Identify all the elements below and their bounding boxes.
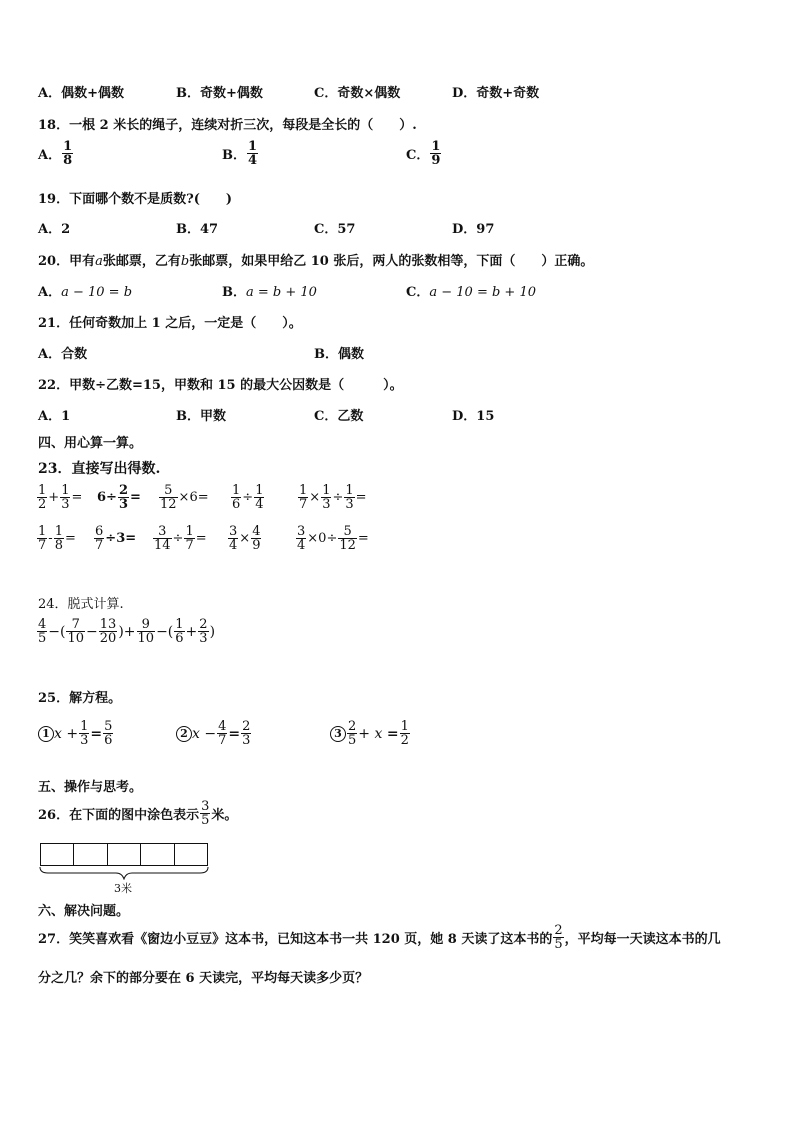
q22-option-c: C．乙数	[314, 409, 364, 424]
q21-option-a: A．合数	[38, 347, 88, 362]
q23-item-5: $\frac{1}{7}$ × $\frac{1}{3}$ ÷ $\frac{1}{3}$ =	[299, 483, 367, 512]
q24-expression: 4 5 − ( 7 10 − $\frac{13}{20}$ ) + $\frac{9}{10}$ − ( 1 6 + $\frac{2}{3}$ )	[38, 617, 216, 646]
q23-item-4: $\frac{1}{6}$ ÷ $\frac{1}{4}$	[232, 483, 264, 512]
q25-equation-1: 1 x + $\frac{1}{3}$ = $\frac{5}{6}$	[38, 720, 114, 747]
q23-item-2: 6 ÷ $\frac{2}{3}$ =	[97, 483, 141, 512]
q21-option-b: B．偶数	[314, 347, 364, 362]
q24-stem: 24．脱式计算.	[38, 597, 124, 612]
q23-item-8: $\frac{3}{14}$ ÷ $\frac{1}{7}$ =	[154, 524, 207, 553]
fraction-strip[interactable]	[40, 843, 208, 866]
strip-brace	[38, 866, 210, 880]
q23-stem: 23．直接写出得数.	[38, 461, 161, 477]
q20-stem: 20．甲有a张邮票，乙有b张邮票，如果甲给乙 10 张后，两人的张数相等，下面（ ）正确。	[38, 254, 594, 269]
q23-item-9: $\frac{3}{4}$ × $\frac{4}{9}$	[229, 524, 261, 553]
q17-option-a: A．偶数+偶数	[38, 86, 124, 101]
q17-option-d: D．奇数+奇数	[452, 86, 540, 101]
q17-option-c: C．奇数×偶数	[314, 86, 401, 101]
section-5-heading: 五、操作与思考。	[38, 780, 143, 795]
q18-stem: 18．一根 2 米长的绳子，连续对折三次，每段是全长的（ ）.	[38, 118, 417, 133]
q26-stem: 26．在下面的图中涂色表示 3 5 米。	[38, 799, 238, 828]
q22-option-b: B．甲数	[176, 409, 226, 424]
q25-equation-2: 2 x − $\frac{4}{7}$ = $\frac{2}{3}$	[176, 720, 252, 747]
q23-item-3: $\frac{5}{12}$ × 6 =	[160, 483, 209, 512]
q18-option-b: B． 1 4	[222, 139, 258, 168]
q27-line-2: 分之几？余下的部分要在 6 天读完，平均每天读多少页？	[38, 971, 369, 986]
strip-cell[interactable]	[41, 844, 74, 865]
q19-option-c: C．57	[314, 222, 356, 237]
strip-cell[interactable]	[108, 844, 141, 865]
q19-stem: 19．下面哪个数不是质数?( )	[38, 192, 233, 207]
section-4-heading: 四、用心算一算。	[38, 436, 143, 451]
q23-item-10: $\frac{3}{4}$ ×0÷ $\frac{5}{12}$ =	[297, 524, 369, 553]
q25-stem: 25．解方程。	[38, 691, 122, 706]
strip-cell[interactable]	[175, 844, 207, 865]
q20-option-b: B．a = b + 10	[222, 285, 317, 300]
q27-line-1: 27．笑笑喜欢看《窗边小豆豆》这本书，已知这本书一共 120 页，她 8 天读了这本书的 2 5 ，平均每一天读这本书的几	[38, 923, 721, 952]
q22-stem: 22．甲数÷乙数=15，甲数和 15 的最大公因数是（ ）。	[38, 378, 403, 393]
q21-stem: 21．任何奇数加上 1 之后，一定是（ ）。	[38, 316, 302, 331]
q19-option-a: A．2	[38, 222, 71, 237]
q19-option-b: B．47	[176, 222, 219, 237]
q23-item-7: $\frac{6}{7}$ ÷ 3 =	[95, 524, 137, 553]
q17-option-b: B．奇数+偶数	[176, 86, 263, 101]
q22-option-d: D．15	[452, 409, 495, 424]
q19-option-d: D．97	[452, 222, 495, 237]
section-6-heading: 六、解决问题。	[38, 904, 130, 919]
strip-cell[interactable]	[74, 844, 107, 865]
q20-option-c: C．a − 10 = b + 10	[406, 285, 536, 300]
q20-option-a: A．a − 10 = b	[38, 285, 133, 300]
strip-length-label: 3米	[114, 882, 132, 895]
q23-item-1: 1 2 + $\frac{1}{3}$ =	[38, 483, 83, 512]
q25-equation-3: 3 2 5 + x = $\frac{1}{2}$	[330, 720, 411, 747]
q22-option-a: A．1	[38, 409, 71, 424]
strip-cell[interactable]	[141, 844, 174, 865]
q18-option-c: C． 1 9	[406, 139, 441, 168]
q23-item-6: 1 7 - $\frac{1}{8}$ =	[38, 524, 76, 553]
q18-option-a: A． 1 8	[38, 139, 73, 168]
